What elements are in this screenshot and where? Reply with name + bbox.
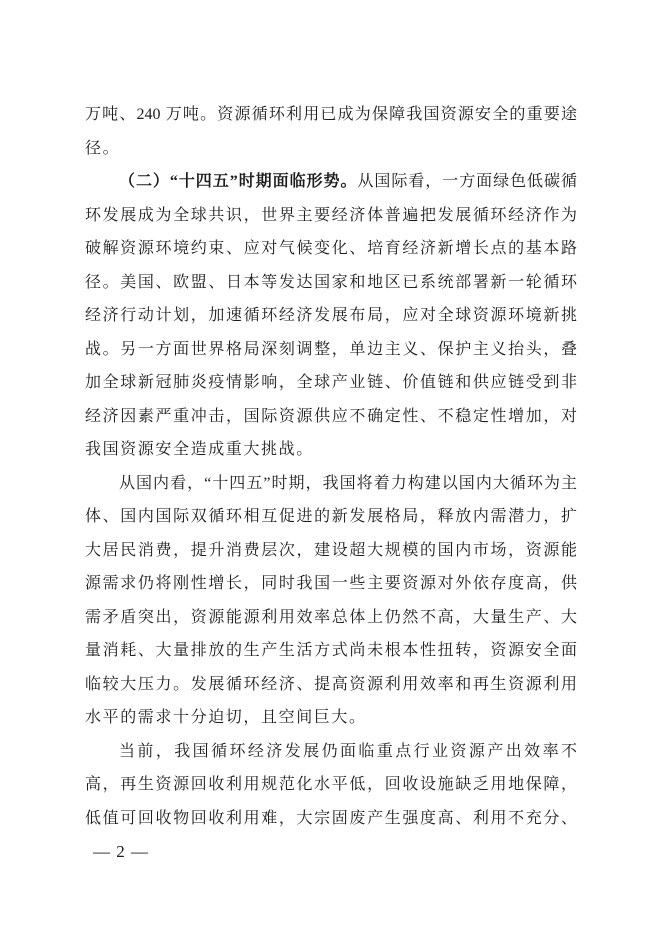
text-line: 体、国内国际双循环相互促进的新发展格局，释放内需潜力，扩 (85, 508, 577, 525)
text-line: 径。 (85, 139, 121, 157)
text-line (85, 165, 577, 199)
text-line: 源需求仍将刚性增长，同时我国一些主要资源对外依存度高，供 (85, 575, 577, 592)
text-line: 量消耗、大量排放的生产生活方式尚未根本性扭转，资源安全面 (85, 642, 577, 659)
text-line: 高，再生资源回收利用规范化水平低，回收设施缺乏用地保障， (85, 776, 577, 793)
text-line: 水平的需求十分迫切，且空间巨大。 (85, 709, 367, 726)
text-line: 我国资源安全造成重大挑战。 (85, 441, 314, 458)
text-line: 大居民消费，提升消费层次，建设超大规模的国内市场，资源能 (85, 541, 577, 559)
text-line: 径。美国、欧盟、日本等发达国家和地区已系统部署新一轮循环 (85, 273, 577, 291)
text-line: 经济行动计划，加速循环经济发展布局，应对全球资源环境新挑 (85, 307, 577, 324)
text-line: 战。另一方面世界格局深刻调整，单边主义、保护主义抬头，叠 (85, 340, 577, 358)
text-line: 临较大压力。发展循环经济、提高资源利用效率和再生资源利用 (85, 675, 577, 693)
text-line: 从国内看，“十四五”时期，我国将着力构建以国内大循环为主 (119, 474, 577, 492)
text-line: 当前，我国循环经济发展仍面临重点行业资源产出效率不 (119, 742, 577, 760)
section-heading: （二）“十四五”时期面临形势。 (119, 173, 358, 190)
text-line: 破解资源环境约束、应对气候变化、培育经济新增长点的基本路 (85, 240, 577, 257)
page-number: — 2 — (93, 842, 149, 861)
text-run: 从国际看，一方面绿色低碳循 (357, 173, 577, 190)
text-line: 环发展成为全球共识，世界主要经济体普遍把发展循环经济作为 (85, 206, 577, 224)
text-line: 万吨、240 万吨。资源循环利用已成为保障我国资源安全的重要途 (85, 106, 577, 123)
text-line: 需矛盾突出，资源能源利用效率总体上仍然不高，大量生产、大 (85, 608, 577, 626)
text-line: 经济因素严重冲击，国际资源供应不确定性、不稳定性增加，对 (85, 407, 577, 425)
text-line: 低值可回收物回收利用难，大宗固废产生强度高、利用不充分、 (85, 809, 577, 827)
document-body (85, 98, 577, 835)
text-line: 加全球新冠肺炎疫情影响，全球产业链、价值链和供应链受到非 (85, 374, 577, 391)
